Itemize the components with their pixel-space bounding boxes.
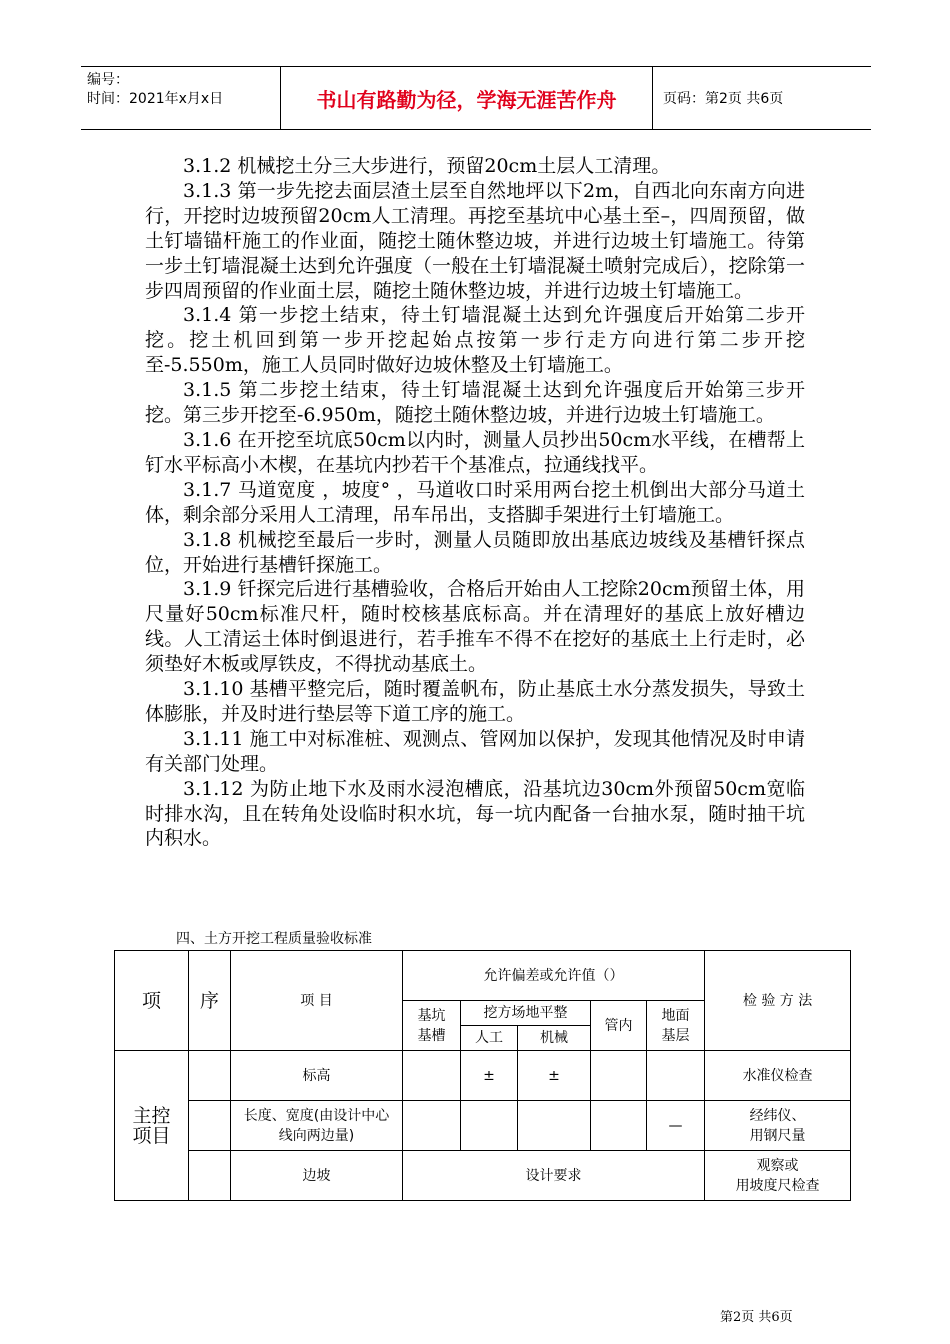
paragraph-3-1-2: 3.1.2 机械挖土分三大步进行，预留20cm土层人工清理。 — [183, 155, 671, 177]
row2-seq — [189, 1101, 231, 1151]
row3-project: 边坡 — [231, 1151, 403, 1201]
header-page-number: 页码：第2页 共6页 — [663, 91, 784, 107]
header-ground: 地面 基层 — [647, 1001, 705, 1051]
paragraph-3-1-8: 3.1.8 机械挖至最后一步时，测量人员随即放出基底边坡线及基槽钎探点位，开始进行基槽钎探施工。 — [145, 528, 805, 576]
row1-method: 水准仪检查 — [705, 1051, 851, 1101]
row1-project: 标高 — [231, 1051, 403, 1101]
paragraph-3-1-9: 3.1.9 钎探完后进行基槽验收，合格后开始由人工挖除20cm预留土体，用尺量好50cm标准尺杆，随时校核基底标高。并在清理好的基底上放好槽边线。人工清运土体时倒退进行，若手推车不得不在挖好的基底土上行走时，必须垫好木板或厚铁皮，不得扰动基底土。 — [145, 578, 805, 676]
row1-manual: ± — [461, 1051, 518, 1101]
page-header — [81, 66, 871, 130]
header-manual: 人工 — [461, 1026, 518, 1051]
header-seq: 序 — [189, 951, 231, 1051]
paragraph-3-1-11: 3.1.11 施工中对标准桩、观测点、管网加以保护，发现其他情况及时申请有关部门处理。 — [145, 727, 805, 775]
header-tolerance: 允许偏差或允许值（） — [403, 951, 705, 1001]
row1-pipe — [591, 1051, 647, 1101]
row3-value: 设计要求 — [403, 1151, 705, 1201]
row2-pipe — [591, 1101, 647, 1151]
doc-date-label: 时间：2021年x月x日 — [87, 91, 224, 107]
header-machine: 机械 — [518, 1026, 591, 1051]
header-project: 项 目 — [231, 951, 403, 1051]
row1-machine: ± — [518, 1051, 591, 1101]
row2-manual — [461, 1101, 518, 1151]
row2-pit — [403, 1101, 461, 1151]
section-title: 四、土方开挖工程质量验收标准 — [176, 931, 372, 947]
quality-standard-table — [114, 950, 851, 1201]
header-method: 检 验 方 法 — [705, 951, 851, 1051]
paragraph-3-1-7: 3.1.7 马道宽度 ，坡度° ，马道收口时采用两台挖土机倒出大部分马道土体，剩余部分采用人工清理，吊车吊出，支搭脚手架进行土钉墙施工。 — [145, 478, 805, 526]
row2-machine — [518, 1101, 591, 1151]
paragraph-3-1-6: 3.1.6 在开挖至坑底50cm以内时，测量人员抄出50cm水平线，在槽帮上钉水平标高小木楔，在基坑内抄若干个基准点，拉通线找平。 — [145, 428, 805, 476]
body-text — [145, 154, 805, 851]
paragraph-3-1-4: 3.1.4 第一步挖土结束，待土钉墙混凝土达到允许强度后开始第二步开挖。挖土机回到第一步开挖起始点按第一步行走方向进行第二步开挖至-5.550m，施工人员同时做好边坡休整及土钉墙施工。 — [145, 304, 805, 377]
row2-project: 长度、宽度(由设计中心线向两边量) — [231, 1101, 403, 1151]
row1-ground — [647, 1051, 705, 1101]
group-main-control: 主控 项目 — [115, 1051, 189, 1201]
page-footer: 第2页 共6页 — [720, 1310, 793, 1325]
paragraph-3-1-3: 3.1.3 第一步先挖去面层渣土层至自然地坪以下2m，自西北向东南方向进行，开挖时边坡预留20cm人工清理。再挖至基坑中心基土至–，四周预留，做土钉墙锚杆施工的作业面，随挖土随休整边坡，并进行边坡土钉墙施工。待第一步土钉墙混凝土达到允许强度（一般在土钉墙混凝土喷射完成后），挖除第一步四周预留的作业面土层，随挖土随休整边坡，并进行边坡土钉墙施工。 — [145, 179, 805, 302]
row3-seq — [189, 1151, 231, 1201]
paragraph-3-1-12: 3.1.12 为防止地下水及雨水浸泡槽底，沿基坑边30cm外预留50cm宽临时排水沟，且在转角处设临时积水坑，每一坑内配备一台抽水泵，随时抽干坑内积水。 — [145, 777, 805, 850]
row1-pit — [403, 1051, 461, 1101]
doc-number-label: 编号： — [87, 72, 129, 88]
header-motto: 书山有路勤为径，学海无涯苦作舟 — [281, 67, 653, 129]
header-site-leveling: 挖方场地平整 — [461, 1001, 591, 1026]
row1-seq — [189, 1051, 231, 1101]
row3-method: 观察或 用坡度尺检查 — [705, 1151, 851, 1201]
paragraph-3-1-5: 3.1.5 第二步挖土结束，待土钉墙混凝土达到允许强度后开始第三步开挖。第三步开挖至-6.950m，随挖土随休整边坡，并进行边坡土钉墙施工。 — [145, 379, 805, 427]
row2-method: 经纬仪、 用钢尺量 — [705, 1101, 851, 1151]
header-meta — [81, 67, 281, 129]
header-pit: 基坑 基槽 — [403, 1001, 461, 1051]
header-item: 项 — [115, 951, 189, 1051]
row2-ground: — — [647, 1101, 705, 1151]
header-pipe: 管内 — [591, 1001, 647, 1051]
paragraph-3-1-10: 3.1.10 基槽平整完后，随时覆盖帆布，防止基底土水分蒸发损失，导致土体膨胀，并及时进行垫层等下道工序的施工。 — [145, 678, 805, 725]
